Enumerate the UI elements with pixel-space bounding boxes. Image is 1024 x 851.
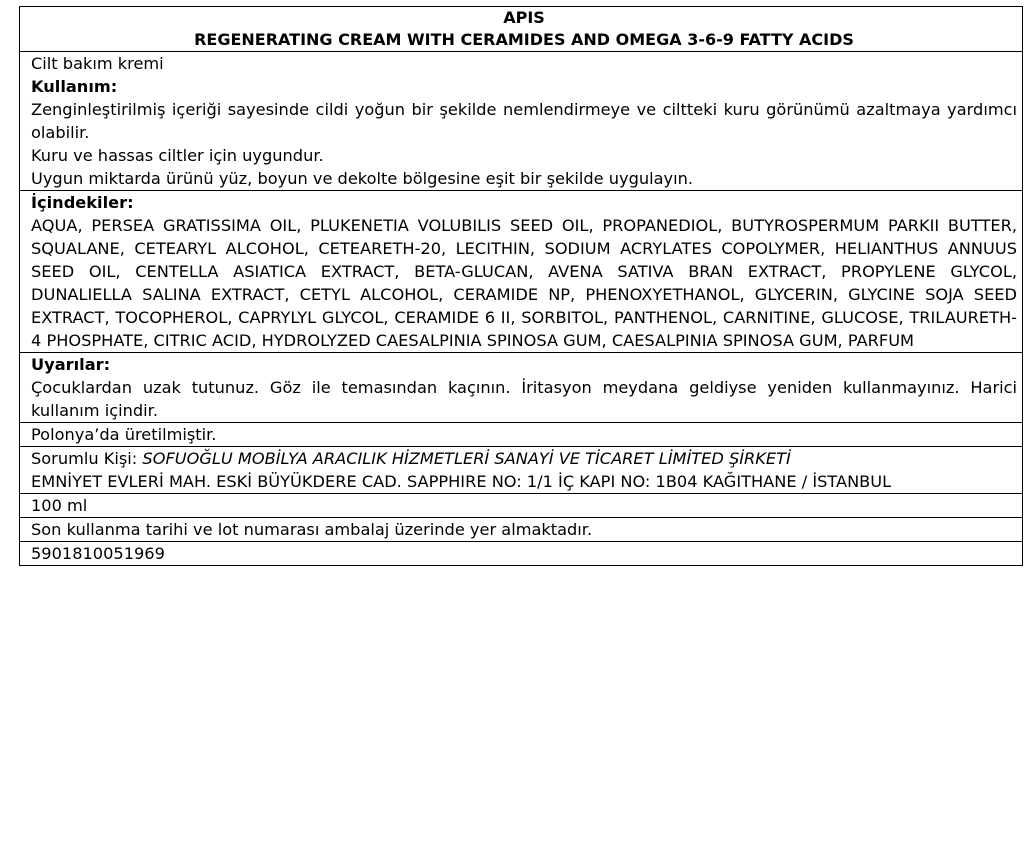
- barcode-number: 5901810051969: [20, 542, 1023, 566]
- ingredients-list: AQUA, PERSEA GRATISSIMA OIL, PLUKENETIA VOLUBILIS SEED OIL, PROPANEDIOL, BUTYROSPERMUM PARKII BUTTER, SQUALANE, CETEARYL ALCOHOL, CETEARETH-20, LECITHIN, SODIUM ACRYLATES COPOLYMER, HELIANTHUS ANNUUS SEED OIL, CENTELLA ASIATICA EXTRACT, BETA-GLUCAN, AVENA SATIVA BRAN EXTRACT, PROPYLENE GLYCOL, DUNALIELLA SALINA EXTRACT, CETYL ALCOHOL, CERAMIDE NP, PHENOXYETHANOL, GLYCERIN, GLYCINE SOJA SEED EXTRACT, TOCOPHEROL, CAPRYLYL GLYCOL, CERAMIDE 6 II, SORBITOL, PANTHENOL, CARNITINE, GLUCOSE, TRILAURETH-4 PHOSPHATE, CITRIC ACID, HYDROLYZED CAESALPINIA SPINOSA GUM, CAESALPINIA SPINOSA GUM, PARFUM: [31, 216, 1017, 350]
- product-category: Cilt bakım kremi: [31, 54, 164, 73]
- responsible-company: SOFUOĞLU MOBİLYA ARACILIK HİZMETLERİ SANAYİ VE TİCARET LİMİTED ŞİRKETİ: [142, 449, 791, 468]
- skin-type-note: Kuru ve hassas ciltler için uygundur.: [31, 146, 324, 165]
- volume-text: 100 ml: [20, 494, 1023, 518]
- warnings-heading: Uyarılar:: [31, 355, 111, 374]
- product-name: REGENERATING CREAM WITH CERAMIDES AND OMEGA 3-6-9 FATTY ACIDS: [194, 30, 854, 49]
- volume-row: [20, 494, 1023, 518]
- product-info-table: [19, 6, 1023, 566]
- header-cell: [20, 7, 1023, 52]
- origin-row: [20, 423, 1023, 447]
- responsible-label: Sorumlu Kişi:: [31, 449, 138, 468]
- application-instructions: Uygun miktarda ürünü yüz, boyun ve dekolte bölgesine eşit bir şekilde uygulayın.: [31, 169, 694, 188]
- responsible-row: [20, 447, 1023, 494]
- header-row: [20, 7, 1023, 52]
- usage-heading: Kullanım:: [31, 77, 118, 96]
- origin-text: Polonya’da üretilmiştir.: [20, 423, 1023, 447]
- ingredients-cell: [20, 191, 1023, 353]
- expiry-note: Son kullanma tarihi ve lot numarası ambalaj üzerinde yer almaktadır.: [20, 518, 1023, 542]
- responsible-address: EMNİYET EVLERİ MAH. ESKİ BÜYÜKDERE CAD. SAPPHIRE NO: 1/1 İÇ KAPI NO: 1B04 KAĞITHANE / İSTANBUL: [31, 472, 892, 491]
- usage-cell: [20, 52, 1023, 191]
- usage-description: Zenginleştirilmiş içeriği sayesinde cildi yoğun bir şekilde nemlendirmeye ve ciltteki kuru görünümü azaltmaya yardımcı olabilir.: [31, 100, 1017, 142]
- usage-row: [20, 52, 1023, 191]
- warnings-cell: [20, 353, 1023, 423]
- warnings-text: Çocuklardan uzak tutunuz. Göz ile temasından kaçının. İritasyon meydana geldiyse yeniden kullanmayınız. Harici kullanım içindir.: [31, 378, 1017, 420]
- responsible-line: [31, 447, 1017, 470]
- barcode-row: [20, 542, 1023, 566]
- expiry-row: [20, 518, 1023, 542]
- ingredients-row: [20, 191, 1023, 353]
- warnings-row: [20, 353, 1023, 423]
- responsible-cell: [20, 447, 1023, 494]
- ingredients-heading: İçindekiler:: [31, 193, 134, 212]
- brand-name: APIS: [503, 8, 545, 27]
